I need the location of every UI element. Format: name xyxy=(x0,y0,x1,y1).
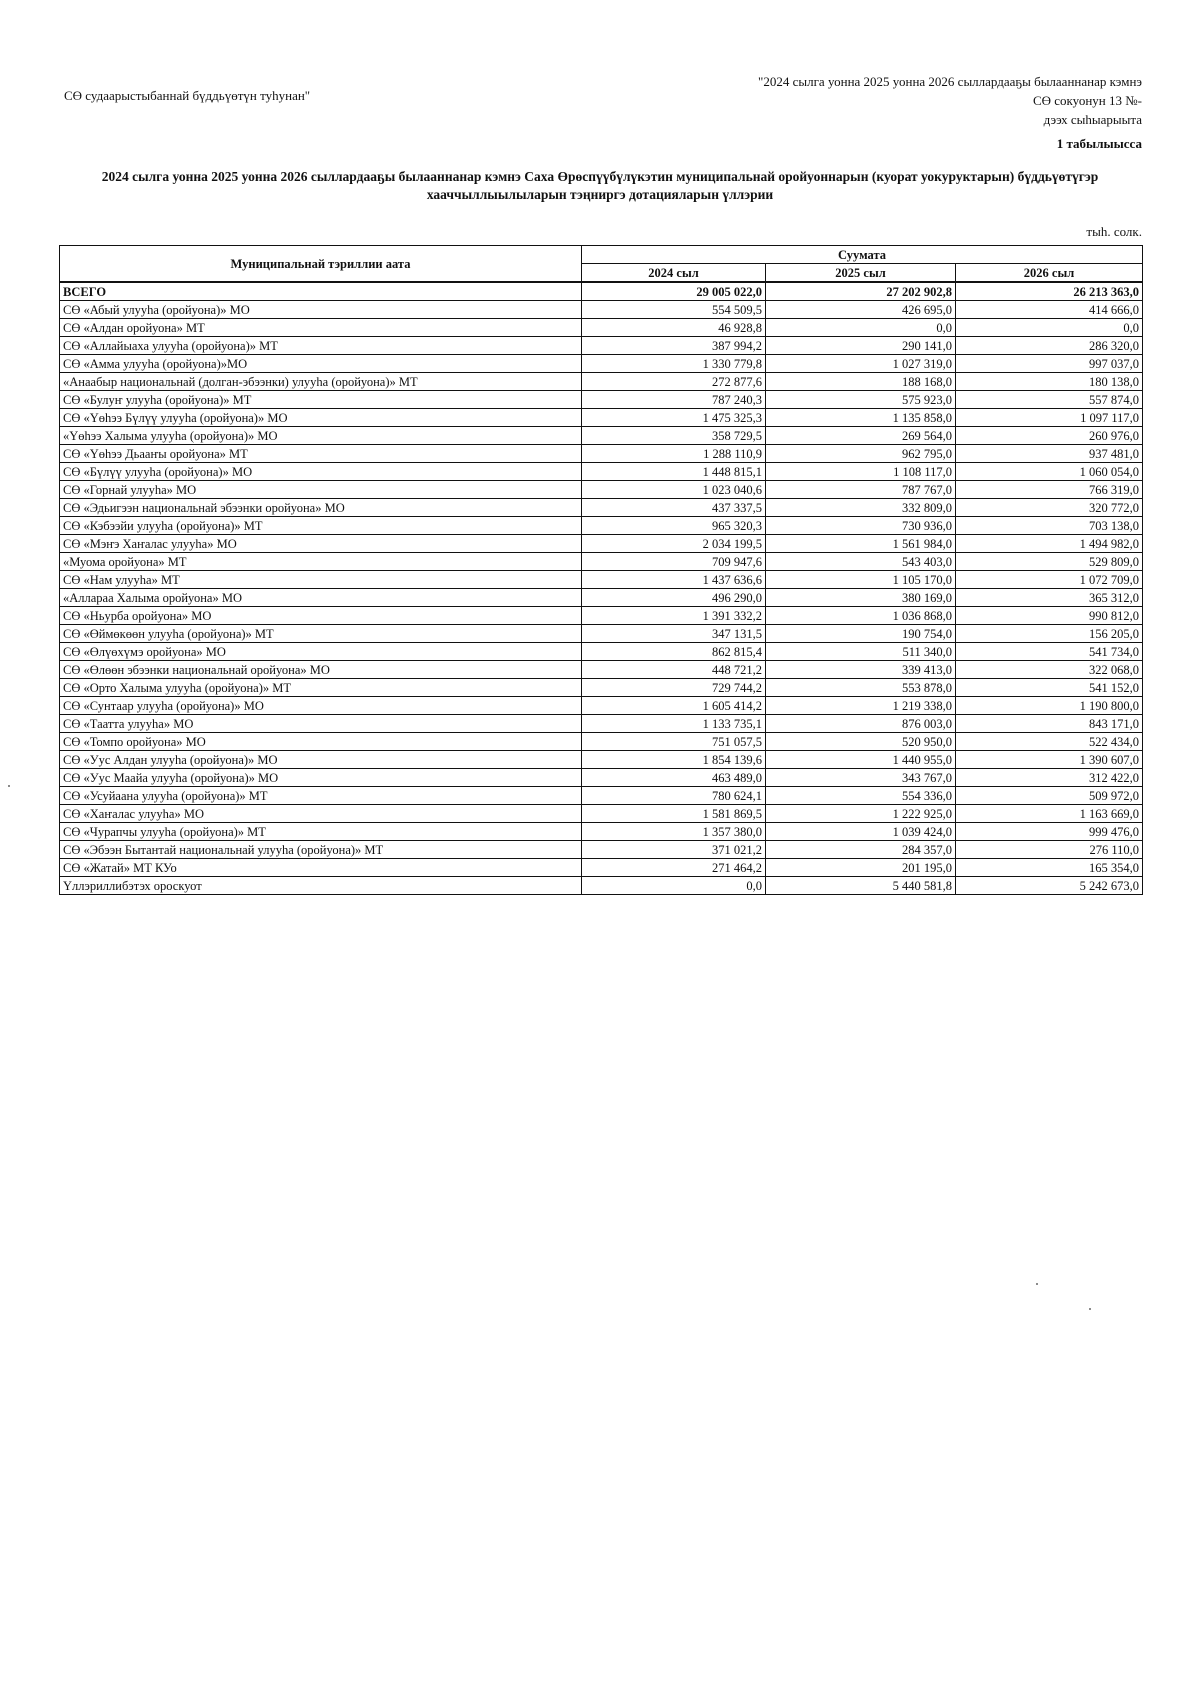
table-row xyxy=(60,805,1143,823)
value-2026: 990 812,0 xyxy=(956,607,1143,625)
value-2025: 188 168,0 xyxy=(766,373,956,391)
value-2025: 554 336,0 xyxy=(766,787,956,805)
value-2024: 1 854 139,6 xyxy=(582,751,766,769)
value-2025: 730 936,0 xyxy=(766,517,956,535)
value-2026: 286 320,0 xyxy=(956,337,1143,355)
column-header-year-2026: 2026 сыл xyxy=(956,264,1143,283)
municipality-name: СӨ «Сунтаар улууһа (оройуона)» МО xyxy=(60,697,582,715)
value-2024: 437 337,5 xyxy=(582,499,766,517)
total-label: ВСЕГО xyxy=(60,282,582,301)
value-2024: 709 947,6 xyxy=(582,553,766,571)
municipality-name: СӨ «Таатта улууһа» МО xyxy=(60,715,582,733)
table-row xyxy=(60,337,1143,355)
dotation-table xyxy=(59,245,1143,895)
municipality-name: СӨ «Горнай улууһа» МО xyxy=(60,481,582,499)
value-2026: 509 972,0 xyxy=(956,787,1143,805)
total-value-2024: 29 005 022,0 xyxy=(582,282,766,301)
value-2025: 1 027 319,0 xyxy=(766,355,956,373)
municipality-name: СӨ «Эбээн Бытантай национальнай улууһа (оройуона)» МТ xyxy=(60,841,582,859)
total-row xyxy=(60,282,1143,301)
municipality-name: СӨ «Өлөөн эбээнки национальнай оройуона» МО xyxy=(60,661,582,679)
column-header-sum: Суумата xyxy=(582,246,1143,264)
municipality-name: СӨ «Мэҥэ Хаҥалас улууһа» МО xyxy=(60,535,582,553)
value-2024: 0,0 xyxy=(582,877,766,895)
value-2025: 1 105 170,0 xyxy=(766,571,956,589)
value-2026: 156 205,0 xyxy=(956,625,1143,643)
table-row xyxy=(60,697,1143,715)
value-2026: 0,0 xyxy=(956,319,1143,337)
value-2024: 729 744,2 xyxy=(582,679,766,697)
value-2025: 1 135 858,0 xyxy=(766,409,956,427)
value-2026: 937 481,0 xyxy=(956,445,1143,463)
table-row xyxy=(60,715,1143,733)
table-row xyxy=(60,877,1143,895)
municipality-name: «Аллараа Халыма оройуона» МО xyxy=(60,589,582,607)
municipality-name: СӨ «Уус Алдан улууһа (оройуона)» МО xyxy=(60,751,582,769)
municipality-name: Үллэриллибэтэх ороскуот xyxy=(60,877,582,895)
value-2025: 0,0 xyxy=(766,319,956,337)
table-row xyxy=(60,625,1143,643)
value-2025: 1 039 424,0 xyxy=(766,823,956,841)
header-left-text: СӨ судаарыстыбаннай бүддьүөтүн туһунан" xyxy=(64,88,311,103)
value-2026: 541 152,0 xyxy=(956,679,1143,697)
municipality-name: СӨ «Кэбээйи улууһа (оройуона)» МТ xyxy=(60,517,582,535)
municipality-name: СӨ «Жатай» МТ КУо xyxy=(60,859,582,877)
scan-speck xyxy=(8,785,10,787)
column-header-year-2024: 2024 сыл xyxy=(582,264,766,283)
value-2024: 2 034 199,5 xyxy=(582,535,766,553)
value-2025: 543 403,0 xyxy=(766,553,956,571)
value-2024: 358 729,5 xyxy=(582,427,766,445)
value-2025: 380 169,0 xyxy=(766,589,956,607)
value-2024: 271 464,2 xyxy=(582,859,766,877)
table-row xyxy=(60,589,1143,607)
value-2026: 557 874,0 xyxy=(956,391,1143,409)
municipality-name: СӨ «Эдьигээн национальнай эбээнки оройуона» МО xyxy=(60,499,582,517)
municipality-name: СӨ «Нам улууһа» МТ xyxy=(60,571,582,589)
value-2024: 1 288 110,9 xyxy=(582,445,766,463)
value-2026: 312 422,0 xyxy=(956,769,1143,787)
municipality-name: СӨ «Орто Халыма улууһа (оройуона)» МТ xyxy=(60,679,582,697)
municipality-name: СӨ «Үөһээ Дьааҥы оройуона» МТ xyxy=(60,445,582,463)
municipality-name: СӨ «Усуйаана улууһа (оройуона)» МТ xyxy=(60,787,582,805)
table-row xyxy=(60,499,1143,517)
value-2026: 1 390 607,0 xyxy=(956,751,1143,769)
value-2025: 1 036 868,0 xyxy=(766,607,956,625)
value-2024: 347 131,5 xyxy=(582,625,766,643)
table-row xyxy=(60,607,1143,625)
value-2024: 554 509,5 xyxy=(582,301,766,319)
value-2024: 965 320,3 xyxy=(582,517,766,535)
table-row xyxy=(60,409,1143,427)
value-2025: 343 767,0 xyxy=(766,769,956,787)
scan-speck xyxy=(1089,1308,1091,1310)
column-header-name: Муниципальнай тэриллии аата xyxy=(60,246,582,283)
municipality-name: СӨ «Ньурба оройуона» МО xyxy=(60,607,582,625)
value-2026: 1 163 669,0 xyxy=(956,805,1143,823)
value-2026: 1 190 800,0 xyxy=(956,697,1143,715)
table-row xyxy=(60,481,1143,499)
unit-label: тыһ. солк. xyxy=(1086,224,1142,239)
value-2026: 529 809,0 xyxy=(956,553,1143,571)
value-2026: 320 772,0 xyxy=(956,499,1143,517)
value-2024: 1 023 040,6 xyxy=(582,481,766,499)
table-row xyxy=(60,643,1143,661)
annex-label: 1 табылыысса xyxy=(1056,136,1142,151)
value-2024: 448 721,2 xyxy=(582,661,766,679)
table-row xyxy=(60,679,1143,697)
municipality-name: СӨ «Уус Маайа улууһа (оройуона)» МО xyxy=(60,769,582,787)
table-row xyxy=(60,751,1143,769)
document-title: 2024 сылга уонна 2025 уонна 2026 сыллардааҕы былааннанар кэмнэ Саха Өрөспүүбүлүкэтин муниципальнай оройуоннарын (куорат уокуруктарын) бүддьүөтүгэр хааччыллыылыларын тэңниргэ дотацияларын үллэрии xyxy=(101,169,1099,202)
table-row xyxy=(60,859,1143,877)
table-row xyxy=(60,427,1143,445)
value-2024: 463 489,0 xyxy=(582,769,766,787)
value-2024: 1 475 325,3 xyxy=(582,409,766,427)
table-row xyxy=(60,373,1143,391)
value-2026: 1 060 054,0 xyxy=(956,463,1143,481)
value-2025: 1 108 117,0 xyxy=(766,463,956,481)
table-row xyxy=(60,787,1143,805)
value-2024: 1 357 380,0 xyxy=(582,823,766,841)
municipality-name: СӨ «Чурапчы улууһа (оройуона)» МТ xyxy=(60,823,582,841)
municipality-name: «Муома оройуона» МТ xyxy=(60,553,582,571)
value-2024: 751 057,5 xyxy=(582,733,766,751)
value-2025: 511 340,0 xyxy=(766,643,956,661)
value-2025: 190 754,0 xyxy=(766,625,956,643)
table-row xyxy=(60,535,1143,553)
value-2026: 5 242 673,0 xyxy=(956,877,1143,895)
value-2026: 997 037,0 xyxy=(956,355,1143,373)
value-2026: 522 434,0 xyxy=(956,733,1143,751)
value-2025: 332 809,0 xyxy=(766,499,956,517)
municipality-name: СӨ «Амма улууһа (оройуона)»МО xyxy=(60,355,582,373)
value-2024: 272 877,6 xyxy=(582,373,766,391)
value-2024: 1 605 414,2 xyxy=(582,697,766,715)
value-2026: 843 171,0 xyxy=(956,715,1143,733)
value-2025: 290 141,0 xyxy=(766,337,956,355)
value-2026: 999 476,0 xyxy=(956,823,1143,841)
value-2024: 780 624,1 xyxy=(582,787,766,805)
value-2025: 962 795,0 xyxy=(766,445,956,463)
value-2026: 541 734,0 xyxy=(956,643,1143,661)
municipality-name: СӨ «Бүлүү улууһа (оройуона)» МО xyxy=(60,463,582,481)
value-2026: 1 072 709,0 xyxy=(956,571,1143,589)
header-right-block xyxy=(622,72,1142,129)
value-2025: 201 195,0 xyxy=(766,859,956,877)
column-header-year-2025: 2025 сыл xyxy=(766,264,956,283)
table-row xyxy=(60,517,1143,535)
value-2025: 553 878,0 xyxy=(766,679,956,697)
value-2026: 365 312,0 xyxy=(956,589,1143,607)
municipality-name: СӨ «Аллайыаха улууһа (оройуона)» МТ xyxy=(60,337,582,355)
municipality-name: СӨ «Алдан оройуона» МТ xyxy=(60,319,582,337)
value-2026: 1 494 982,0 xyxy=(956,535,1143,553)
municipality-name: «Анаабыр национальнай (долган-эбээнки) улууһа (оройуона)» МТ xyxy=(60,373,582,391)
header-right-line: дээх сыһыарыыта xyxy=(1043,112,1142,127)
municipality-name: «Үөһээ Халыма улууһа (оройуона)» МО xyxy=(60,427,582,445)
value-2026: 1 097 117,0 xyxy=(956,409,1143,427)
table-row xyxy=(60,769,1143,787)
municipality-name: СӨ «Өймөкөөн улууһа (оройуона)» МТ xyxy=(60,625,582,643)
value-2025: 1 440 955,0 xyxy=(766,751,956,769)
value-2024: 1 330 779,8 xyxy=(582,355,766,373)
value-2024: 787 240,3 xyxy=(582,391,766,409)
value-2025: 1 561 984,0 xyxy=(766,535,956,553)
value-2026: 766 319,0 xyxy=(956,481,1143,499)
value-2026: 165 354,0 xyxy=(956,859,1143,877)
value-2024: 862 815,4 xyxy=(582,643,766,661)
value-2025: 426 695,0 xyxy=(766,301,956,319)
value-2025: 876 003,0 xyxy=(766,715,956,733)
value-2026: 414 666,0 xyxy=(956,301,1143,319)
value-2025: 575 923,0 xyxy=(766,391,956,409)
value-2024: 387 994,2 xyxy=(582,337,766,355)
value-2026: 703 138,0 xyxy=(956,517,1143,535)
table-row xyxy=(60,355,1143,373)
value-2024: 1 133 735,1 xyxy=(582,715,766,733)
table-row xyxy=(60,553,1143,571)
municipality-name: СӨ «Өлүөхүмэ оройуона» МО xyxy=(60,643,582,661)
table-row xyxy=(60,823,1143,841)
table-row xyxy=(60,733,1143,751)
value-2025: 5 440 581,8 xyxy=(766,877,956,895)
table-row xyxy=(60,301,1143,319)
total-value-2026: 26 213 363,0 xyxy=(956,282,1143,301)
value-2026: 180 138,0 xyxy=(956,373,1143,391)
table-row xyxy=(60,391,1143,409)
table-row xyxy=(60,571,1143,589)
table-row xyxy=(60,661,1143,679)
table-row xyxy=(60,841,1143,859)
value-2025: 339 413,0 xyxy=(766,661,956,679)
value-2024: 1 437 636,6 xyxy=(582,571,766,589)
value-2026: 276 110,0 xyxy=(956,841,1143,859)
municipality-name: СӨ «Үөһээ Бүлүү улууһа (оройуона)» МО xyxy=(60,409,582,427)
value-2026: 260 976,0 xyxy=(956,427,1143,445)
header-right-line: "2024 сылга уонна 2025 уонна 2026 сыллардааҕы былааннанар кэмнэ xyxy=(758,74,1142,89)
table-row xyxy=(60,463,1143,481)
value-2025: 269 564,0 xyxy=(766,427,956,445)
value-2024: 46 928,8 xyxy=(582,319,766,337)
header-right-line: СӨ сокуонун 13 №- xyxy=(1032,93,1142,108)
value-2025: 520 950,0 xyxy=(766,733,956,751)
municipality-name: СӨ «Булуҥ улууһа (оройуона)» МТ xyxy=(60,391,582,409)
table-row xyxy=(60,445,1143,463)
value-2025: 284 357,0 xyxy=(766,841,956,859)
value-2025: 1 219 338,0 xyxy=(766,697,956,715)
municipality-name: СӨ «Хаҥалас улууһа» МО xyxy=(60,805,582,823)
value-2024: 496 290,0 xyxy=(582,589,766,607)
value-2024: 1 448 815,1 xyxy=(582,463,766,481)
value-2025: 787 767,0 xyxy=(766,481,956,499)
municipality-name: СӨ «Томпо оройуона» МО xyxy=(60,733,582,751)
municipality-name: СӨ «Абый улууһа (оройуона)» МО xyxy=(60,301,582,319)
value-2026: 322 068,0 xyxy=(956,661,1143,679)
value-2024: 1 581 869,5 xyxy=(582,805,766,823)
value-2025: 1 222 925,0 xyxy=(766,805,956,823)
scan-speck xyxy=(1036,1283,1038,1285)
value-2024: 1 391 332,2 xyxy=(582,607,766,625)
table-row xyxy=(60,319,1143,337)
value-2024: 371 021,2 xyxy=(582,841,766,859)
total-value-2025: 27 202 902,8 xyxy=(766,282,956,301)
